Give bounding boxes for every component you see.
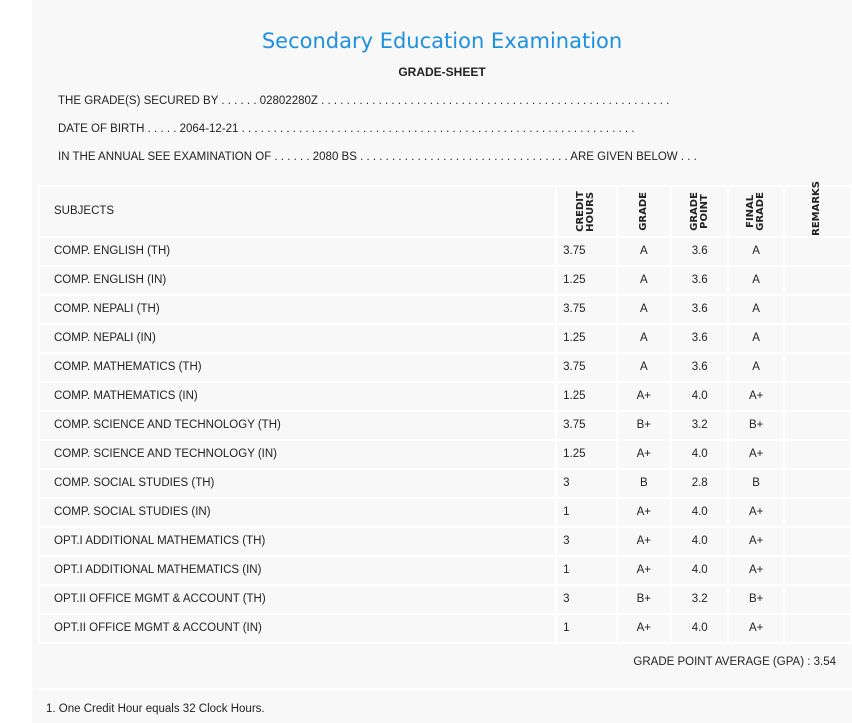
table-row <box>39 527 851 556</box>
table-row <box>39 498 851 527</box>
final-grade-cell: A+ <box>728 440 783 469</box>
page-title: Secondary Education Examination <box>261 29 623 53</box>
table-row <box>39 266 851 295</box>
remarks-cell <box>784 237 851 266</box>
grades-table <box>38 181 852 644</box>
divider <box>38 688 852 690</box>
final-grade-cell: A+ <box>728 556 783 585</box>
remarks-cell <box>784 585 851 614</box>
remarks-cell <box>784 266 851 295</box>
grade-cell: A+ <box>617 556 671 585</box>
table-row <box>39 237 851 266</box>
footnote: 1. One Credit Hour equals 32 Clock Hours. <box>46 703 265 715</box>
final-grade-cell: A+ <box>728 527 783 556</box>
grade-cell: A+ <box>617 382 671 411</box>
subject-cell: COMP. SCIENCE AND TECHNOLOGY (TH) <box>39 411 556 440</box>
remarks-cell <box>784 469 851 498</box>
remarks-cell <box>784 440 851 469</box>
subject-cell: COMP. ENGLISH (IN) <box>39 266 556 295</box>
remarks-cell <box>784 614 851 643</box>
grade-point-cell: 4.0 <box>671 527 728 556</box>
final-grade-cell: A+ <box>728 382 783 411</box>
grade-point-cell: 3.6 <box>671 324 728 353</box>
remarks-cell <box>784 353 851 382</box>
remarks-cell <box>784 411 851 440</box>
grade-cell: A <box>617 295 671 324</box>
table-row <box>39 353 851 382</box>
subject-cell: OPT.II OFFICE MGMT & ACCOUNT (TH) <box>39 585 556 614</box>
remarks-cell <box>784 382 851 411</box>
remarks-cell <box>784 295 851 324</box>
table-row <box>39 324 851 353</box>
grade-cell: A+ <box>617 440 671 469</box>
grade-point-cell: 3.6 <box>671 353 728 382</box>
remarks-cell <box>784 527 851 556</box>
credit-hours-cell: 1.25 <box>556 440 617 469</box>
grade-point-cell: 4.0 <box>671 498 728 527</box>
grade-point-cell: 3.6 <box>671 295 728 324</box>
grade-cell: A <box>617 353 671 382</box>
table-row <box>39 556 851 585</box>
table-row <box>39 295 851 324</box>
remarks-cell <box>784 498 851 527</box>
credit-hours-cell: 3.75 <box>556 411 617 440</box>
grade-cell: B+ <box>617 585 671 614</box>
grade-point-cell: 2.8 <box>671 469 728 498</box>
subject-cell: COMP. NEPALI (TH) <box>39 295 556 324</box>
table-row <box>39 440 851 469</box>
grade-point-cell: 3.6 <box>671 237 728 266</box>
subject-cell: OPT.II OFFICE MGMT & ACCOUNT (IN) <box>39 614 556 643</box>
grade-point-cell: 3.2 <box>671 411 728 440</box>
table-row <box>39 585 851 614</box>
grade-cell: A <box>617 266 671 295</box>
grade-point-cell: 3.6 <box>671 266 728 295</box>
final-grade-cell: A+ <box>728 614 783 643</box>
credit-hours-cell: 1.25 <box>556 324 617 353</box>
subject-cell: COMP. MATHEMATICS (TH) <box>39 353 556 382</box>
table-row <box>39 382 851 411</box>
exam-info: IN THE ANNUAL SEE EXAMINATION OF . . . . . . 2080 BS . . . . . . . . . . . . . . . . . . . . . . . . . . . . . . . . . ARE GIVEN BELOW . . . <box>58 151 697 163</box>
gpa: GRADE POINT AVERAGE (GPA) : 3.54 <box>633 656 836 668</box>
credit-hours-cell: 3.75 <box>556 295 617 324</box>
credit-hours-cell: 3 <box>556 527 617 556</box>
grade-cell: B+ <box>617 411 671 440</box>
subject-cell: COMP. ENGLISH (TH) <box>39 237 556 266</box>
grade-cell: A <box>617 324 671 353</box>
subject-cell: OPT.I ADDITIONAL MATHEMATICS (IN) <box>39 556 556 585</box>
credit-hours-cell: 1.25 <box>556 266 617 295</box>
grade-point-cell: 4.0 <box>671 382 728 411</box>
grade-cell: A <box>617 237 671 266</box>
header-subjects: SUBJECTS <box>39 186 556 237</box>
table-row <box>39 411 851 440</box>
final-grade-cell: A+ <box>728 498 783 527</box>
final-grade-cell: A <box>728 266 783 295</box>
secured-by: THE GRADE(S) SECURED BY . . . . . . 02802280Z . . . . . . . . . . . . . . . . . . . . . . . . . . . . . . . . . . . . . . . . . . . . . . . . . . . . . . . <box>58 95 670 107</box>
grade-cell: A+ <box>617 614 671 643</box>
date-of-birth: DATE OF BIRTH . . . . . 2064-12-21 . . . . . . . . . . . . . . . . . . . . . . . . . . . . . . . . . . . . . . . . . . . . . . . . . . . . . . . . . . . . . . <box>58 123 635 135</box>
credit-hours-cell: 1 <box>556 556 617 585</box>
credit-hours-cell: 1 <box>556 614 617 643</box>
subject-cell: COMP. SOCIAL STUDIES (TH) <box>39 469 556 498</box>
header-final-grade: FINAL GRADE <box>745 192 767 231</box>
table-row <box>39 469 851 498</box>
grade-sheet <box>32 0 852 723</box>
remarks-cell <box>784 556 851 585</box>
header-grade: GRADE <box>637 192 649 231</box>
grade-cell: A+ <box>617 527 671 556</box>
final-grade-cell: A <box>728 237 783 266</box>
grade-point-cell: 4.0 <box>671 614 728 643</box>
grade-point-cell: 4.0 <box>671 440 728 469</box>
credit-hours-cell: 1.25 <box>556 382 617 411</box>
subject-cell: COMP. SOCIAL STUDIES (IN) <box>39 498 556 527</box>
grade-cell: B <box>617 469 671 498</box>
subject-cell: COMP. SCIENCE AND TECHNOLOGY (IN) <box>39 440 556 469</box>
header-remarks: REMARKS <box>811 181 823 236</box>
header-credit-hours: CREDIT HOURS <box>575 191 597 232</box>
credit-hours-cell: 3.75 <box>556 353 617 382</box>
subject-cell: OPT.I ADDITIONAL MATHEMATICS (TH) <box>39 527 556 556</box>
credit-hours-cell: 1 <box>556 498 617 527</box>
credit-hours-cell: 3 <box>556 585 617 614</box>
grade-cell: A+ <box>617 498 671 527</box>
subject-cell: COMP. MATHEMATICS (IN) <box>39 382 556 411</box>
header-grade-point: GRADE POINT <box>688 192 710 231</box>
credit-hours-cell: 3 <box>556 469 617 498</box>
grade-point-cell: 4.0 <box>671 556 728 585</box>
subject-cell: COMP. NEPALI (IN) <box>39 324 556 353</box>
subtitle: GRADE-SHEET <box>398 65 486 79</box>
final-grade-cell: A <box>728 295 783 324</box>
remarks-cell <box>784 324 851 353</box>
table-row <box>39 614 851 643</box>
final-grade-cell: A <box>728 324 783 353</box>
final-grade-cell: A <box>728 353 783 382</box>
final-grade-cell: B <box>728 469 783 498</box>
final-grade-cell: B+ <box>728 585 783 614</box>
grade-point-cell: 3.2 <box>671 585 728 614</box>
credit-hours-cell: 3.75 <box>556 237 617 266</box>
final-grade-cell: B+ <box>728 411 783 440</box>
